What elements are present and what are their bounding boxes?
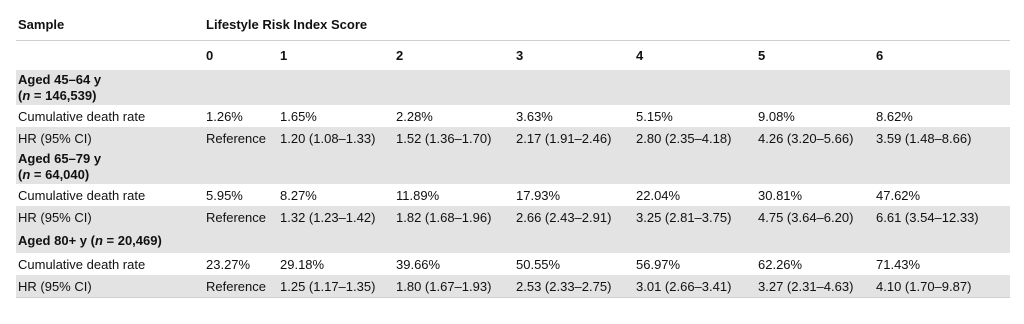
- table-cell: 50.55%: [514, 253, 634, 275]
- table-cell: Reference: [204, 127, 278, 149]
- row-label: Cumulative death rate: [16, 105, 204, 127]
- group-title-line2: [18, 88, 1010, 104]
- n-value: = 146,539): [30, 88, 97, 103]
- table-cell: 2.66 (2.43–2.91): [514, 206, 634, 228]
- row-label: HR (95% CI): [16, 206, 204, 228]
- group-header-row: [16, 70, 1010, 105]
- table-cell: 2.53 (2.33–2.75): [514, 275, 634, 298]
- group-title: [16, 149, 1010, 184]
- row-label: HR (95% CI): [16, 275, 204, 298]
- header-row-1: [16, 8, 1010, 41]
- table-cell: Reference: [204, 206, 278, 228]
- score-column-header: 1: [278, 41, 394, 71]
- table-cell: 29.18%: [278, 253, 394, 275]
- table-cell: Reference: [204, 275, 278, 298]
- group-header-row: [16, 228, 1010, 253]
- header-row-2: [16, 41, 1010, 71]
- n-letter: n: [22, 167, 31, 182]
- lifestyle-risk-table: [16, 8, 1010, 298]
- table-cell: 2.80 (2.35–4.18): [634, 127, 756, 149]
- table-cell: 22.04%: [634, 184, 756, 206]
- table-cell: 39.66%: [394, 253, 514, 275]
- table-cell: 3.25 (2.81–3.75): [634, 206, 756, 228]
- table-cell: 17.93%: [514, 184, 634, 206]
- table-row: [16, 105, 1010, 127]
- row-label: Cumulative death rate: [16, 184, 204, 206]
- group-title-line1: Aged 65–79 y: [18, 151, 102, 166]
- table-cell: 2.28%: [394, 105, 514, 127]
- score-column-header: 5: [756, 41, 874, 71]
- table-cell: 6.61 (3.54–12.33): [874, 206, 1010, 228]
- table-cell: 56.97%: [634, 253, 756, 275]
- n-letter: n: [94, 233, 103, 248]
- score-column-header: 2: [394, 41, 514, 71]
- table-cell: 4.26 (3.20–5.66): [756, 127, 874, 149]
- table-cell: 1.20 (1.08–1.33): [278, 127, 394, 149]
- group-header-row: [16, 149, 1010, 184]
- row-label: HR (95% CI): [16, 127, 204, 149]
- sample-column-header: Sample: [18, 16, 65, 32]
- group-title: [16, 228, 1010, 253]
- table-cell: 1.26%: [204, 105, 278, 127]
- table-cell: 3.63%: [514, 105, 634, 127]
- table-row: [16, 206, 1010, 228]
- table-cell: 9.08%: [756, 105, 874, 127]
- table-cell: 2.17 (1.91–2.46): [514, 127, 634, 149]
- n-letter: n: [22, 88, 31, 103]
- score-column-header: 4: [634, 41, 756, 71]
- table-cell: 30.81%: [756, 184, 874, 206]
- table-cell: 62.26%: [756, 253, 874, 275]
- table-cell: 8.62%: [874, 105, 1010, 127]
- table-row: [16, 275, 1010, 298]
- table-row: [16, 253, 1010, 275]
- table-cell: 3.27 (2.31–4.63): [756, 275, 874, 298]
- table-cell: 23.27%: [204, 253, 278, 275]
- group-title-prefix: Aged 80+ y (: [18, 233, 95, 248]
- table-row: [16, 127, 1010, 149]
- table-cell: 1.25 (1.17–1.35): [278, 275, 394, 298]
- group-title-line1: Aged 45–64 y: [18, 72, 102, 87]
- table-row: [16, 184, 1010, 206]
- n-value: = 64,040): [30, 167, 90, 182]
- table-cell: 47.62%: [874, 184, 1010, 206]
- score-column-header: 6: [874, 41, 1010, 71]
- score-column-header: 0: [204, 41, 278, 71]
- table-cell: 5.95%: [204, 184, 278, 206]
- group-title-line2: [18, 167, 1010, 183]
- n-open: (: [18, 88, 23, 103]
- table-cell: 4.10 (1.70–9.87): [874, 275, 1010, 298]
- header-blank-cell: [16, 41, 204, 71]
- table-cell: 1.52 (1.36–1.70): [394, 127, 514, 149]
- table-cell: 4.75 (3.64–6.20): [756, 206, 874, 228]
- row-label: Cumulative death rate: [16, 253, 204, 275]
- n-open: (: [18, 167, 23, 182]
- group-title: [16, 70, 1010, 105]
- table-cell: 1.80 (1.67–1.93): [394, 275, 514, 298]
- table-cell: 71.43%: [874, 253, 1010, 275]
- table-cell: 1.65%: [278, 105, 394, 127]
- table-cell: 3.01 (2.66–3.41): [634, 275, 756, 298]
- table-cell: 1.32 (1.23–1.42): [278, 206, 394, 228]
- score-group-header: Lifestyle Risk Index Score: [206, 16, 368, 32]
- table-cell: 11.89%: [394, 184, 514, 206]
- table-cell: 5.15%: [634, 105, 756, 127]
- score-column-header: 3: [514, 41, 634, 71]
- n-value: = 20,469): [102, 233, 162, 248]
- table-cell: 8.27%: [278, 184, 394, 206]
- table-cell: 3.59 (1.48–8.66): [874, 127, 1010, 149]
- table-cell: 1.82 (1.68–1.96): [394, 206, 514, 228]
